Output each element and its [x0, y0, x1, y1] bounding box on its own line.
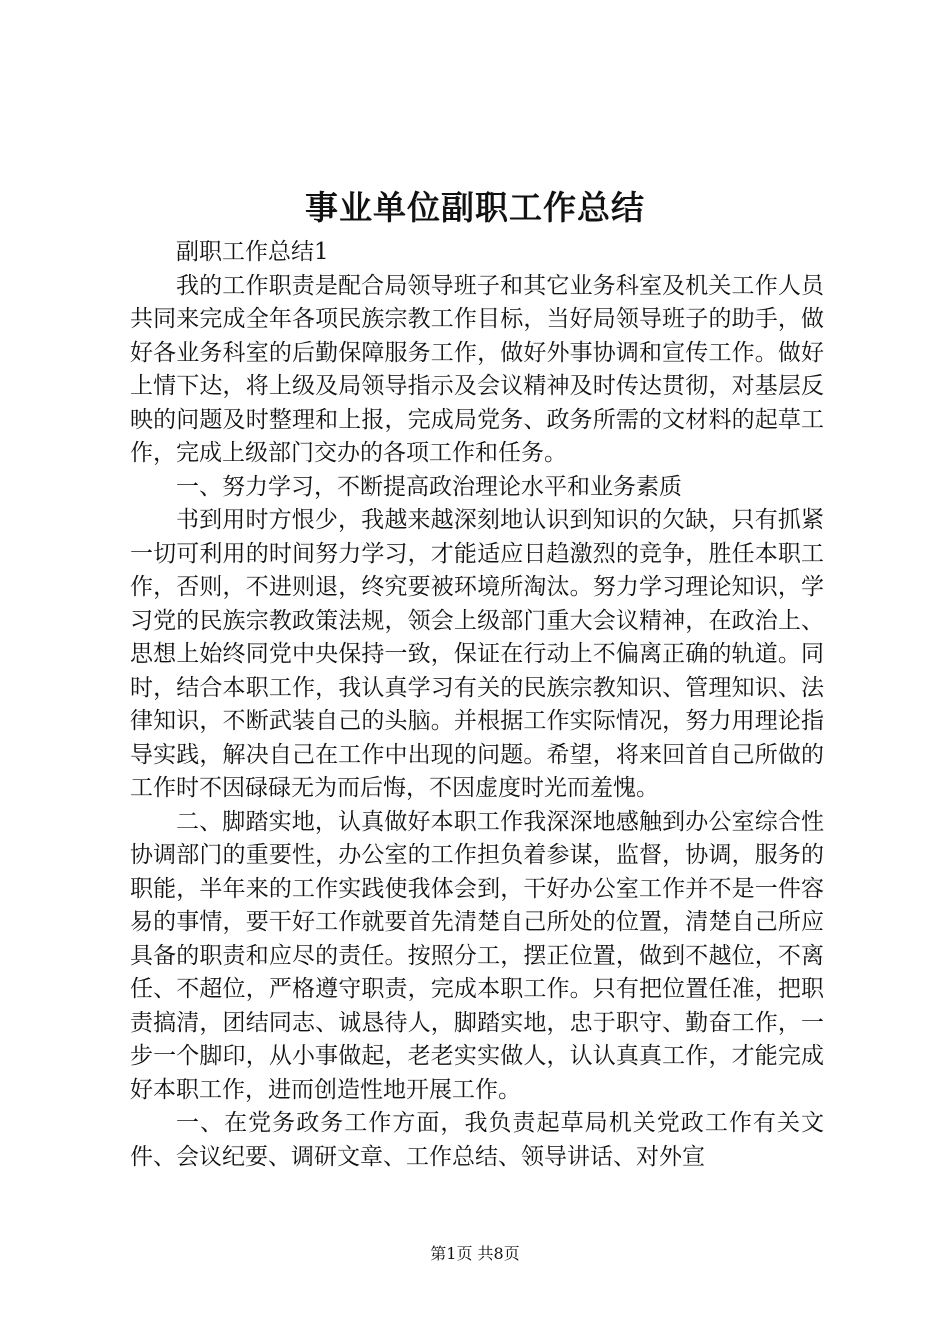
body-paragraph: 二、脚踏实地，认真做好本职工作我深深地感触到办公室综合性协调部门的重要性，办公室的工作担负着参谋，监督，协调，服务的职能，半年来的工作实践使我体会到，干好办公室工作并不是一件容易的事情，要干好工作就要首先清楚自己所处的位置，清楚自己所应具备的职责和应尽的责任。按照分工，摆正位置，做到不越位，不离任、不超位，严格遵守职责，完成本职工作。只有把位置任准，把职责搞清，团结同志、诚恳待人，脚踏实地，忠于职守、勤奋工作，一步一个脚印，从小事做起，老老实实做人，认认真真工作，才能完成好本职工作，进而创造性地开展工作。 [130, 808, 824, 1103]
document-title: 事业单位副职工作总结 [305, 188, 645, 227]
page-footer: 第1页 共8页 [430, 1244, 520, 1263]
body-paragraph: 我的工作职责是配合局领导班子和其它业务科室及机关工作人员共同来完成全年各项民族宗教工作目标，当好局领导班子的助手，做好各业务科室的后勤保障服务工作，做好外事协调和宣传工作。做好上情下达，将上级及局领导指示及会议精神及时传达贯彻，对基层反映的问题及时整理和上报，完成局党务、政务所需的文材料的起草工作，完成上级部门交办的各项工作和任务。 [130, 272, 824, 466]
section-heading: 一、努力学习，不断提高政治理论水平和业务素质 [176, 473, 682, 500]
document-body [130, 236, 824, 1174]
section-heading: 副职工作总结1 [176, 239, 329, 265]
body-paragraph: 书到用时方恨少，我越来越深刻地认识到知识的欠缺，只有抓紧一切可利用的时间努力学习，才能适应日趋激烈的竞争，胜任本职工作，否则，不进则退，终究要被环境所淘汰。努力学习理论知识，学习党的民族宗教政策法规，领会上级部门重大会议精神，在政治上、思想上始终同党中央保持一致，保证在行动上不偏离正确的轨道。同时，结合本职工作，我认真学习有关的民族宗教知识、管理知识、法律知识，不断武装自己的头脑。并根据工作实际情况，努力用理论指导实践，解决自己在工作中出现的问题。希望，将来回首自己所做的工作时不因碌碌无为而后悔，不因虚度时光而羞愧。 [130, 507, 824, 801]
body-paragraph: 一、在党务政务工作方面，我负责起草局机关党政工作有关文件、会议纪要、调研文章、工作总结、领导讲话、对外宣 [130, 1110, 824, 1170]
